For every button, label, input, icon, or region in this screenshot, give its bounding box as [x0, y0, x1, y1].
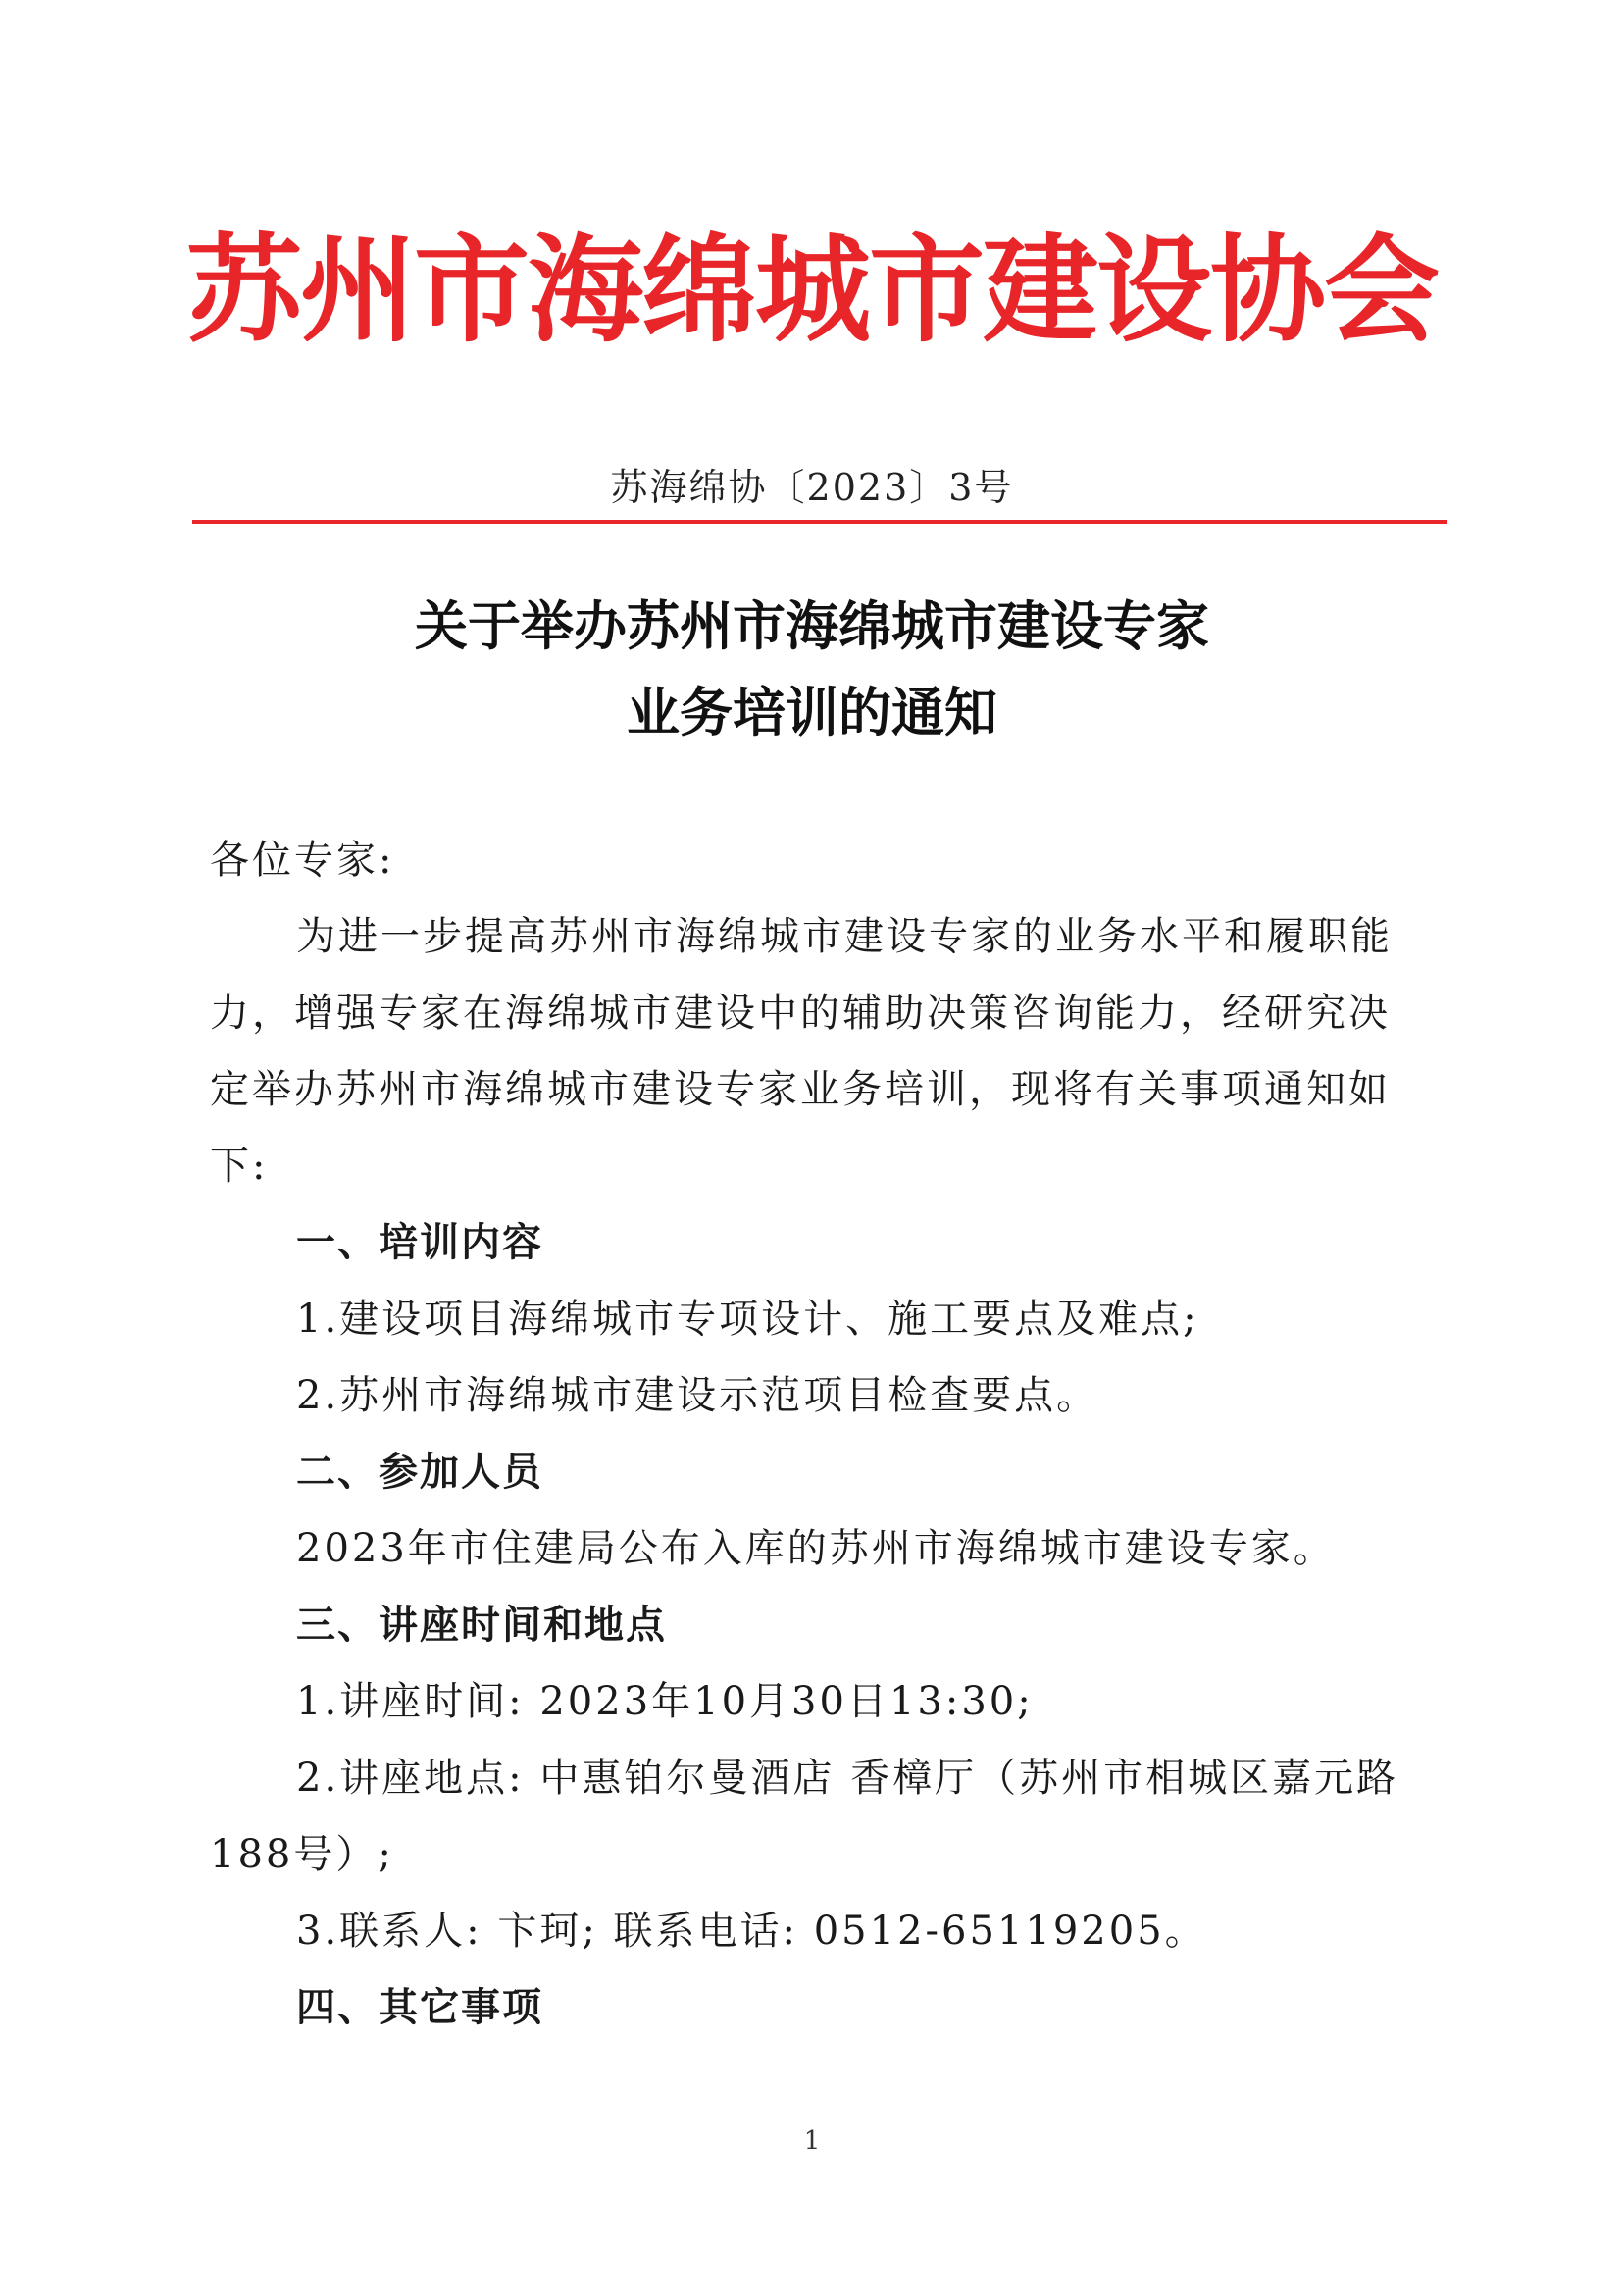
title-line-2: 业务培训的通知: [627, 681, 997, 743]
list-item: 3.联系人: 卞珂; 联系电话: 0512-65119205。: [296, 1909, 1207, 1954]
section-heading-participants: 二、参加人员: [296, 1450, 543, 1495]
section-heading-content: 一、培训内容: [296, 1220, 543, 1265]
title-line-1: 关于举办苏州市海绵城市建设专家: [415, 594, 1209, 657]
list-item: 2023年市住建局公布入库的苏州市海绵城市建设专家。: [296, 1526, 1336, 1571]
list-item: 2.讲座地点: 中惠铂尔曼酒店 香樟厅（苏州市相城区嘉元路188号）;: [210, 1756, 1399, 1877]
page-number: 1: [803, 2126, 821, 2156]
document-title: [0, 583, 1624, 755]
document-body: [210, 822, 1426, 2046]
section-heading-other: 四、其它事项: [296, 1985, 543, 2030]
list-item: 1.讲座时间: 2023年10月30日13:30;: [296, 1679, 1034, 1724]
section-heading-time-place: 三、讲座时间和地点: [296, 1603, 667, 1648]
document-number: 苏海绵协〔2023〕3号: [610, 466, 1014, 509]
organization-header: 苏州市海绵城市建设协会: [185, 223, 1438, 358]
list-item: 1.建设项目海绵城市专项设计、施工要点及难点;: [296, 1297, 1199, 1342]
list-item: 2.苏州市海绵城市建设示范项目检查要点。: [296, 1373, 1099, 1418]
intro-paragraph: 为进一步提高苏州市海绵城市建设专家的业务水平和履职能力，增强专家在海绵城市建设中的辅助决策咨询能力，经研究决定举办苏州市海绵城市建设专家业务培训，现将有关事项通知如下:: [210, 914, 1393, 1189]
salutation: 各位专家:: [210, 838, 395, 883]
red-divider-line: [192, 520, 1447, 524]
